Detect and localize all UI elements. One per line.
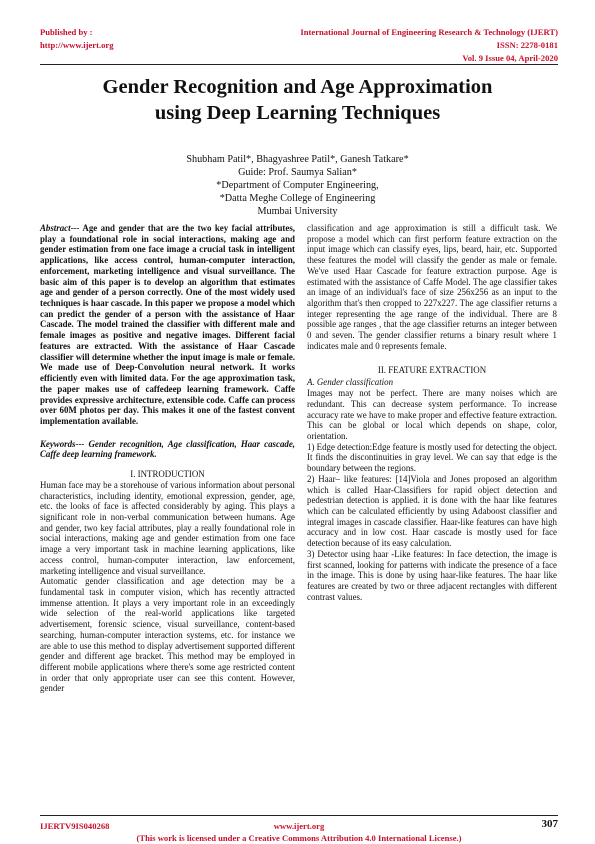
publisher-url[interactable]: http://www.ijert.org	[40, 40, 114, 50]
author-block	[60, 153, 535, 218]
right-column	[307, 223, 557, 602]
feature-paragraph-1: Images may not be perfect. There are many noises which are redundant. This can decrease system performance. To increase accuracy rate we have to make proper and effective feature extraction. This can be global or local which depends on shape, color, orientation.	[307, 388, 557, 441]
footer-rule	[40, 815, 558, 816]
paper-title	[50, 74, 545, 126]
footer-url[interactable]: www.ijert.org	[273, 821, 325, 831]
keywords	[40, 439, 295, 460]
journal-block	[300, 26, 558, 65]
issn: ISSN: 2278-0181	[496, 40, 558, 50]
keywords-label: Keywords---	[40, 438, 85, 449]
intro-paragraph-continued: classification and age approximation is still a difficult task. We propose a model which can first perform feature extraction on the input image which can classify eyes, lips, beard, hair, etc. Supported these features the model will classify the gender as male or female. We've used Haar Cascade for feature extraction purpose. Age is estimated with the assistance of Caffe Model. The age classifier takes an image of an individual's face of size 256x256 as an input to the algorithm that's then cropped to 227x227. The age classifier returns a integer representing the age range of the individual. There are 8 possible age ranges , that the age classifier returns an integer between 0 and seven. The gender classifier returns a binary result where 1 indicates male and 0 represents female.	[307, 223, 557, 351]
feature-paragraph-3: 2) Haar– like features: [14]Viola and Jones proposed an algorithm which is called Haar-Classifiers for rapid object detection and pedestrian detection is applied. it is done with the haar like features which can be calculated efficiently by using Adaboost classifier and integral images in cascade classifier. Haar-like features can have high accuracy and in low cost. Haar cascade is mostly used for face detection because of its easy calculation.	[307, 473, 557, 549]
abstract-text: Age and gender that are the two key facial attributes, play a foundational role in social interactions, making age and gender estimation from one face image a crucial task in intelligent applications, like access control, human-computer interaction, enforcement, marketing intelligence and visual surveillance. The basic aim of this paper is to develop an algorithm that estimates age and gender of a person correctly. One of the most widely used techniques is haar cascade. In this paper we propose a model which can predict the gender of a person with the assistance of Haar Cascade. The model trained the classifier with different male and female images as positive and negative images. Different facial features are extracted. With the assistance of Haar Cascade classifier will determine whether the input image is male or female. We made use of Deep-Convolution neural network. It works efficiently even with limited data. For the age approximation task, the paper makes use of caffedeep learning framework. Caffe provides expressive architecture, extensible code. Caffe can process over 60M photos per day. This makes it one of the fastest convent implementation available.	[40, 223, 295, 426]
gender-classification-subheading: A. Gender classification	[307, 377, 394, 388]
title-line-2: using Deep Learning Techniques	[154, 102, 441, 124]
author-names: Shubham Patil*, Bhagyashree Patil*, Ganesh Tatkare*	[186, 154, 409, 165]
abstract	[40, 223, 295, 427]
license-notice[interactable]: (This work is licensed under a Creative Commons Attribution 4.0 International License.)	[136, 833, 462, 843]
feature-paragraph-2: 1) Edge detection:Edge feature is mostly used for detecting the object. It finds the discontinuities in gray level. We can say that edge is the boundary between the regions.	[307, 441, 557, 474]
intro-paragraph-2: Automatic gender classification and age detection may be a fundamental task in computer vision, which has recently attracted immense attention. It plays a very important role in an exceedingly wide selection of the real-world applications like targeted advertisement, forensic science, visual surveillance, content-based searching, human-computer interaction systems, etc. for instance we are able to use this method to display advertisement supported different gender and different age bracket. This method may be employed in different mobile applications where there's some age restricted content in order that only appropriate user can see this content. However, gender	[40, 576, 295, 694]
volume-issue: Vol. 9 Issue 04, April-2020	[462, 53, 558, 63]
journal-name: International Journal of Engineering Research & Technology (IJERT)	[300, 27, 558, 37]
title-line-1: Gender Recognition and Age Approximation	[102, 76, 493, 98]
intro-heading: I. INTRODUCTION	[130, 469, 205, 480]
publisher-block	[40, 26, 114, 52]
left-column	[40, 223, 295, 694]
feature-paragraph-4: 3) Detector using haar -Like features: In face detection, the image is first scanned, looking for patterns with indicate the presence of a face in the image. This is done by using haar-like features. The haar like features are created by two or three adjacent rectangles with different contrast values.	[307, 548, 557, 602]
page-number: 307	[541, 818, 558, 830]
university: Mumbai University	[257, 206, 338, 217]
header-rule	[40, 64, 558, 65]
abstract-label: Abstract---	[40, 223, 80, 233]
guide: Guide: Prof. Saumya Salian*	[238, 167, 357, 178]
feature-extraction-heading: II. FEATURE EXTRACTION	[377, 364, 487, 375]
intro-paragraph-1: Human face may be a storehouse of various information about personal characteristics, including identity, emotional expression, gender, age, etc. the looks of face is affected considerably by aging. This plays a significant role in non-verbal communication between humans. Age and gender, two key facial attributes, play a really foundational role in social interactions, making age and gender estimation from one face image a very important task in machine learning applications, like access control, human-computer interaction, law enforcement, marketing intelligence and visual surveillance.	[40, 479, 295, 576]
college: *Datta Meghe College of Engineering	[219, 193, 376, 204]
keywords-text: Gender recognition, Age classification, Haar cascade, Caffe deep learning framework.	[40, 438, 295, 460]
paper-id: IJERTV9IS040268	[40, 821, 110, 831]
department: *Department of Computer Engineering,	[216, 180, 379, 191]
publisher-label: Published by :	[40, 27, 93, 37]
